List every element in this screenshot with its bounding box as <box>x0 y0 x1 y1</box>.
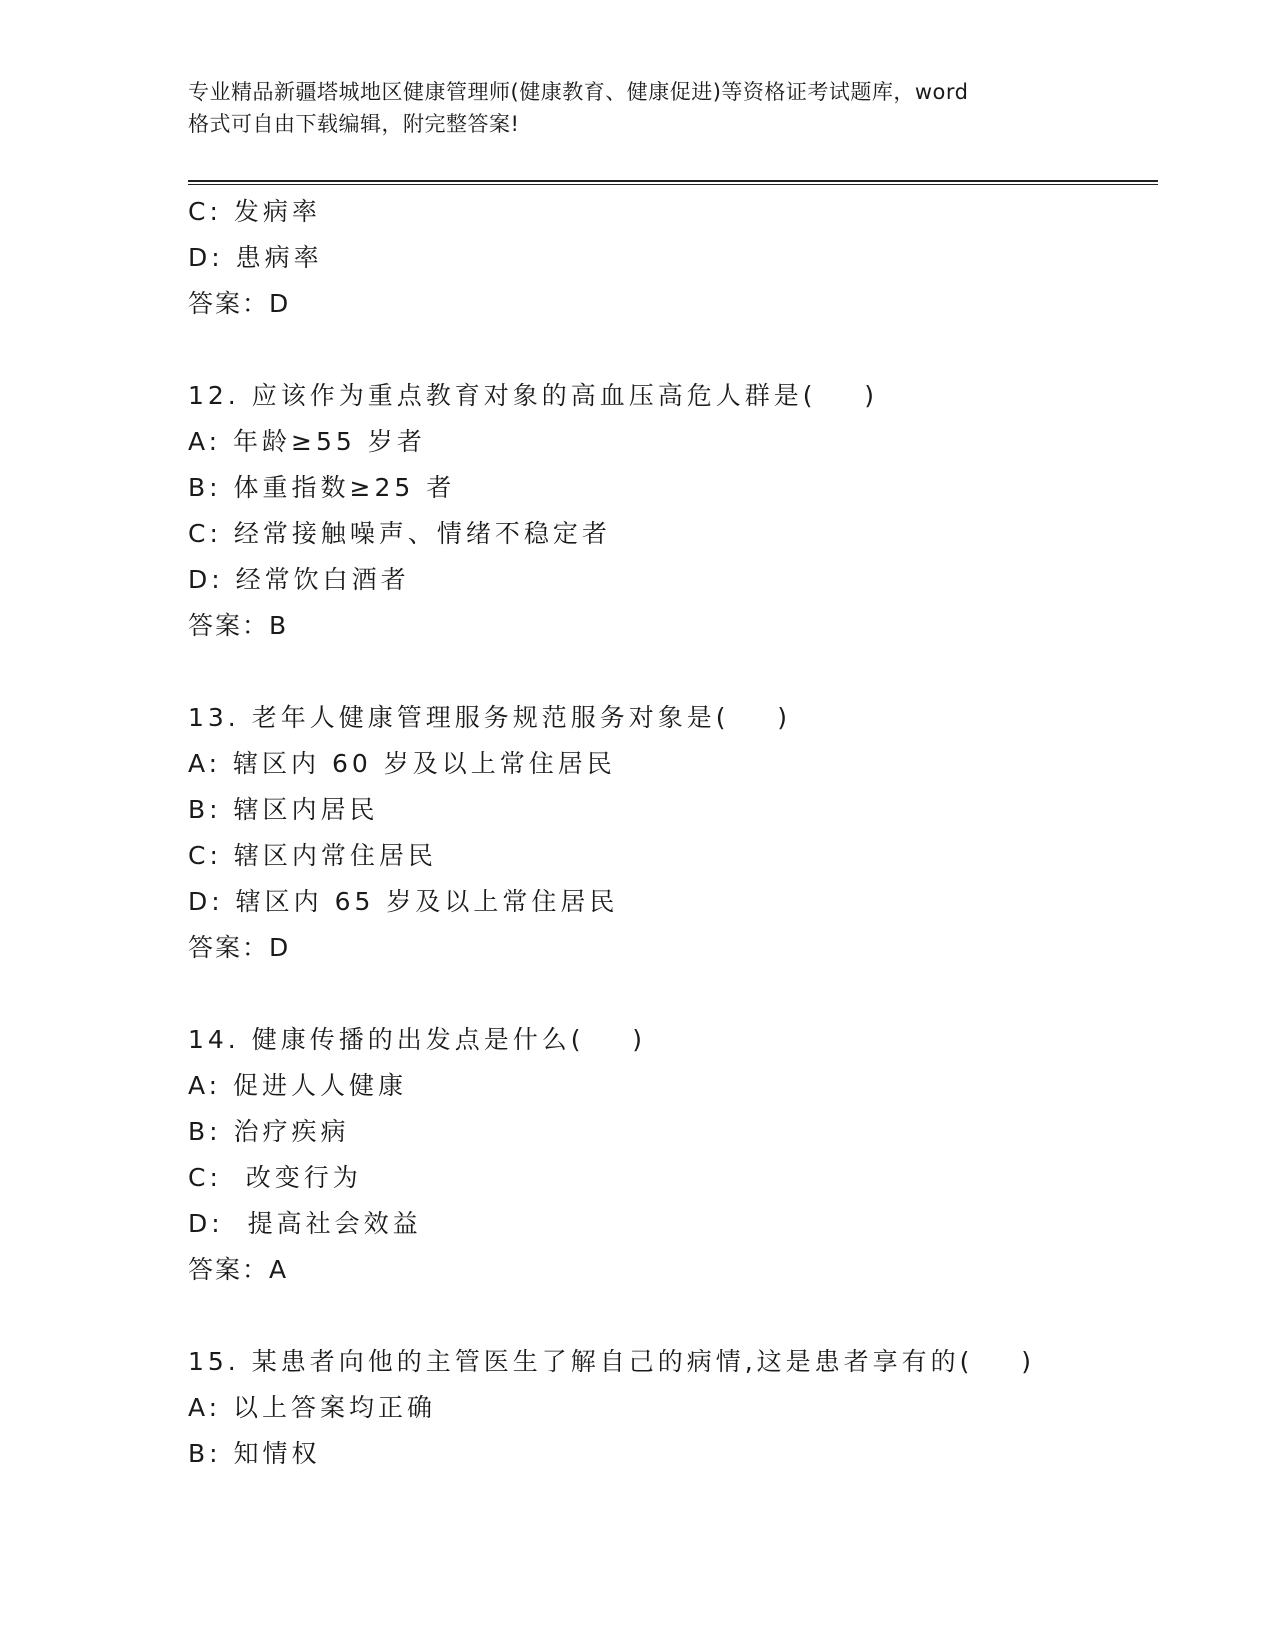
option-c: C: 改变行为 <box>188 1163 362 1192</box>
header-line-2: 格式可自由下载编辑，附完整答案! <box>188 112 520 136</box>
question-13-block <box>188 695 1148 971</box>
option-d: D: 患病率 <box>188 243 323 272</box>
question-text: 12. 应该作为重点教育对象的高血压高危人群是( ) <box>188 381 879 410</box>
question-11-block <box>188 189 1148 327</box>
option-b: B: 体重指数≥25 者 <box>188 473 456 502</box>
option-c: C: 辖区内常住居民 <box>188 841 437 870</box>
answer-line: 答案：B <box>188 611 289 640</box>
option-a: A: 以上答案均正确 <box>188 1393 437 1422</box>
question-text: 15. 某患者向他的主管医生了解自己的病情,这是患者享有的( ) <box>188 1347 1035 1376</box>
question-14-block <box>188 1017 1148 1293</box>
answer-line: 答案：D <box>188 289 291 318</box>
option-d: D: 提高社会效益 <box>188 1209 422 1238</box>
option-b: B: 知情权 <box>188 1439 321 1468</box>
option-d: D: 经常饮白酒者 <box>188 565 410 594</box>
page-header <box>188 76 1088 140</box>
option-a: A: 促进人人健康 <box>188 1071 408 1100</box>
option-b: B: 治疗疾病 <box>188 1117 350 1146</box>
option-c: C: 经常接触噪声、情绪不稳定者 <box>188 519 611 548</box>
answer-line: 答案：A <box>188 1255 289 1284</box>
question-text: 13. 老年人健康管理服务规范服务对象是( ) <box>188 703 792 732</box>
option-a: A: 年龄≥55 岁者 <box>188 427 426 456</box>
question-15-block <box>188 1339 1148 1477</box>
option-d: D: 辖区内 65 岁及以上常住居民 <box>188 887 619 916</box>
option-b: B: 辖区内居民 <box>188 795 379 824</box>
header-divider <box>188 180 1158 185</box>
question-list <box>188 189 1148 1477</box>
header-line-1: 专业精品新疆塔城地区健康管理师(健康教育、健康促进)等资格证考试题库，word <box>188 80 969 104</box>
option-c: C: 发病率 <box>188 197 321 226</box>
answer-line: 答案：D <box>188 933 291 962</box>
question-12-block <box>188 373 1148 649</box>
option-a: A: 辖区内 60 岁及以上常住居民 <box>188 749 616 778</box>
question-text: 14. 健康传播的出发点是什么( ) <box>188 1025 647 1054</box>
